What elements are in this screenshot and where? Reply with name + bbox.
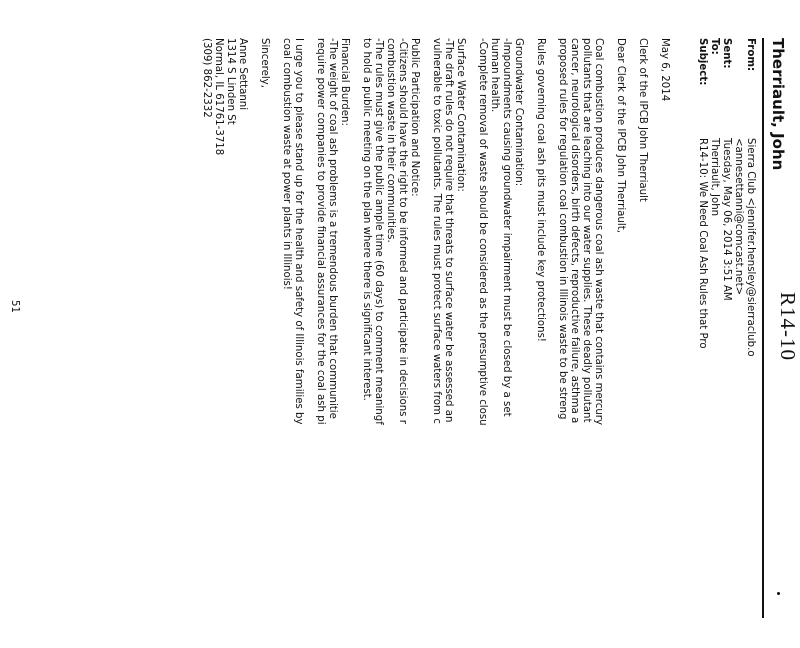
- header-to-value: Therriault, John: [709, 138, 720, 217]
- scan-speck: [777, 592, 780, 595]
- intro-line: cancer, neurological disorders, birth defects, reproductive failure, asthma a: [569, 38, 580, 424]
- intro-line: pollutants that are leaching into our water supplies. These deadly pollutant: [581, 38, 592, 423]
- public-line: -The rules must give the public ample time (60 days) to comment meaningf: [373, 38, 384, 425]
- header-to: [708, 38, 720, 648]
- groundwater-heading: Groundwater Contamination:: [513, 38, 524, 187]
- header-subject: [696, 38, 708, 648]
- signature-phone: (309) 862-2332: [201, 38, 212, 118]
- intro-line: Coal combustion produces dangerous coal ash waste that contains mercury: [593, 38, 604, 425]
- email-headers: [696, 38, 756, 648]
- financial-heading: Financial Burden:: [339, 38, 350, 126]
- header-sent-label: Sent:: [721, 38, 732, 69]
- signature-city: Normal, IL 61761-3718: [213, 38, 224, 156]
- sender-name-heading: Therriault, John: [769, 38, 787, 171]
- document-code: R14-10: [776, 292, 800, 361]
- header-rule: [762, 38, 764, 618]
- groundwater-line: human health.: [489, 38, 500, 113]
- header-to-label: To:: [709, 38, 720, 55]
- header-sent: [720, 38, 732, 648]
- email-body: [200, 38, 670, 648]
- public-line: to hold a public meeting on the plan where there is significant interest.: [361, 38, 372, 401]
- key-statement: Rules governing coal ash pits must include key protections!: [535, 38, 546, 342]
- page-number: 51: [9, 300, 20, 313]
- header-from-cont-value: <annesettanni@comcast.net>: [733, 138, 744, 296]
- surface-heading: Surface Water Contamination:: [455, 38, 466, 192]
- financial-line: require power companies to provide financial assurances for the coal ash pi: [315, 38, 326, 425]
- closing-line: I urge you to please stand up for the health and safety of Illinois families by: [293, 38, 304, 425]
- signature-address: 1314 S Linden St: [225, 38, 236, 125]
- closing-line: coal combustion waste at power plants in Illinois!: [281, 38, 292, 290]
- header-from: [744, 38, 756, 648]
- header-from-label: From:: [745, 38, 756, 72]
- header-subject-value: R14-10: We Need Coal Ash Rules that Pro: [697, 138, 708, 349]
- public-heading: Public Participation and Notice:: [409, 38, 420, 197]
- intro-line: proposed rules for regulation coal combustion in Illinois waste to be streng: [557, 38, 568, 420]
- header-from-value: Sierra Club <jennifer.hensley@sierraclub.o: [745, 138, 756, 357]
- letter-salutation: Dear Clerk of the IPCB John Therriault,: [615, 38, 626, 233]
- surface-line: vulnerable to toxic pollutants. The rules must protect surface waters from c: [431, 38, 442, 424]
- groundwater-line: -Impoundments causing groundwater impairment must be closed by a set: [501, 38, 512, 417]
- financial-line: -The weight of coal ash problems is a tremendous burden that communitie: [327, 38, 338, 419]
- header-from-cont: [732, 38, 744, 648]
- letter-recipient: Clerk of the IPCB John Therriault: [637, 38, 648, 202]
- header-subject-label: Subject:: [697, 38, 708, 86]
- groundwater-line: -Complete removal of waste should be considered as the presumptive closu: [477, 38, 488, 426]
- public-line: combustion waste in their communities.: [385, 38, 396, 243]
- letter-date: May 6, 2014: [659, 38, 670, 102]
- signature-name: Anne Settanni: [237, 38, 248, 111]
- public-line: -Citizens should have the right to be informed and participate in decisions r: [397, 38, 408, 424]
- surface-line: -The draft rules do not require that threats to surface water be assessed an: [443, 38, 454, 423]
- header-sent-value: Tuesday, May 06, 2014 3:51 AM: [721, 138, 732, 301]
- signoff: Sincerely,: [259, 38, 270, 88]
